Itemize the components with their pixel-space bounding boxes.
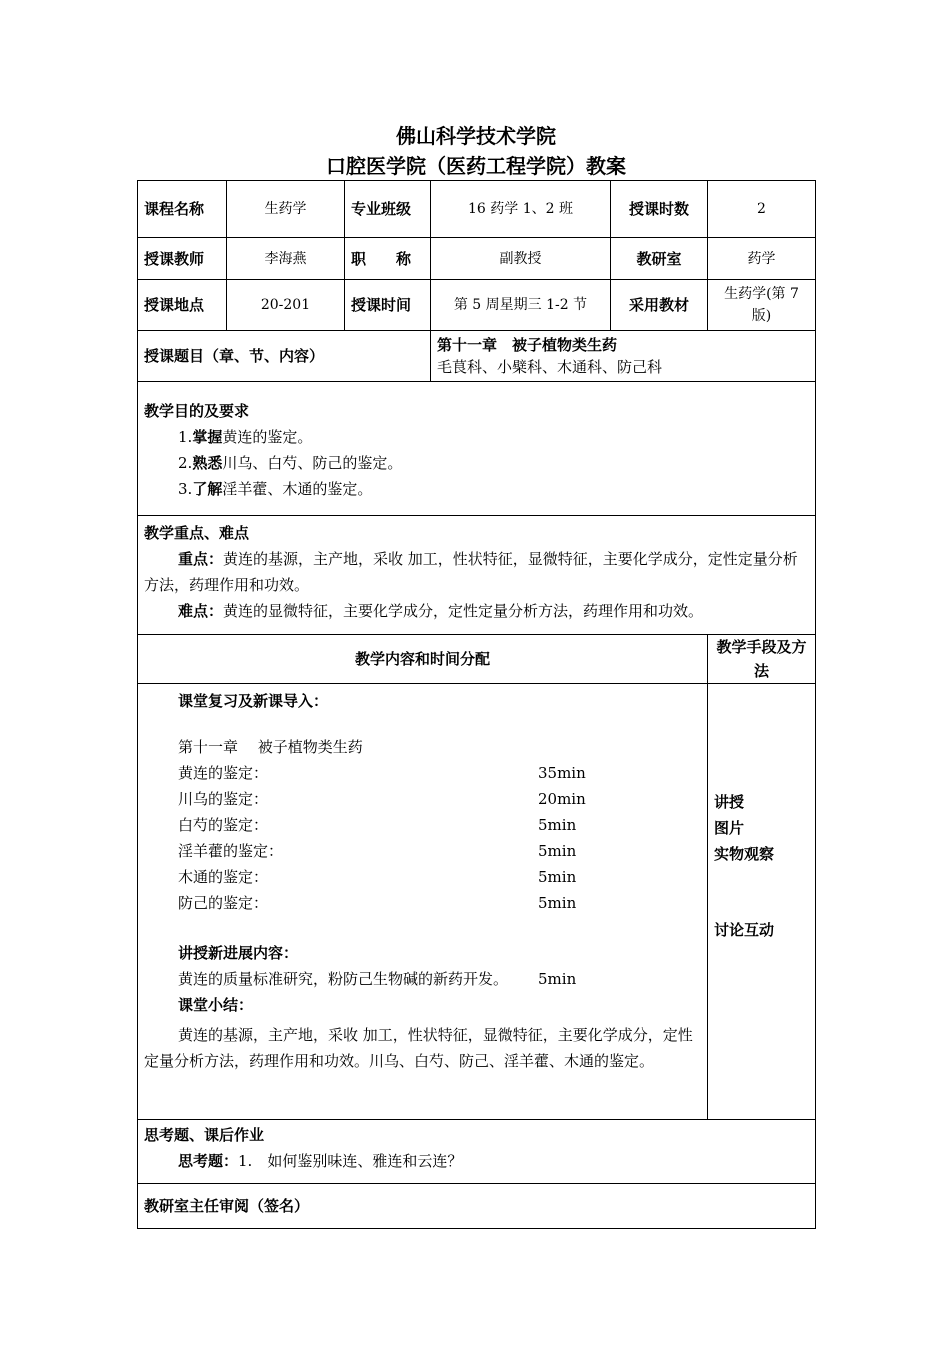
- homework-section: [138, 1120, 816, 1184]
- time-value: 第 5 周星期三 1-2 节: [431, 280, 611, 331]
- topic-families: 毛茛科、小檗科、木通科、防己科: [437, 358, 663, 376]
- topic-label: 授课题目（章、节、内容）: [138, 331, 431, 382]
- course-value: 生药学: [227, 181, 345, 238]
- goals-section: [138, 382, 816, 516]
- review-heading: 课堂复习及新课导入：: [178, 692, 329, 710]
- new-content-heading: 讲授新进展内容：: [178, 944, 299, 962]
- content-body: [138, 684, 708, 1120]
- hours-value: 2: [708, 181, 816, 238]
- difficult-points: 难点：黄连的显微特征，主要化学成分，定性定量分析方法，药理作用和功效。: [178, 602, 704, 620]
- summary-heading: 课堂小结：: [178, 996, 254, 1014]
- class-label: 专业班级: [345, 181, 431, 238]
- place-value: 20-201: [227, 280, 345, 331]
- title-value: 副教授: [431, 238, 611, 280]
- document-title: 口腔医学院（医药工程学院）教案: [326, 154, 626, 178]
- methods-cell: [708, 684, 816, 1120]
- schedule-row: 防己的鉴定： 5min: [178, 894, 577, 912]
- goal-item: 1.掌握黄连的鉴定。: [178, 428, 313, 446]
- school-name: 佛山科学技术学院: [396, 124, 556, 148]
- time-label: 授课时间: [345, 280, 431, 331]
- method-pictures: 图片: [714, 819, 745, 837]
- schedule-row: 木通的鉴定： 5min: [178, 868, 577, 886]
- method-discussion: 讨论互动: [714, 921, 775, 939]
- goal-item: 3.了解淫羊藿、木通的鉴定。: [178, 480, 373, 498]
- goal-item: 2.熟悉川乌、白芍、防己的鉴定。: [178, 454, 403, 472]
- title-label: 职 称: [345, 238, 431, 280]
- course-label: 课程名称: [138, 181, 227, 238]
- schedule-row: 川乌的鉴定： 20min: [178, 790, 586, 808]
- method-specimens: 实物观察: [714, 845, 775, 863]
- director-review: 教研室主任审阅（签名）: [138, 1184, 816, 1229]
- content-header: 教学内容和时间分配: [138, 635, 708, 684]
- topic-chapter: 第十一章 被子植物类生药: [437, 336, 618, 354]
- schedule-row: 白芍的鉴定： 5min: [178, 816, 577, 834]
- homework-heading: 思考题、课后作业: [144, 1126, 265, 1144]
- topic-cell: [431, 331, 816, 382]
- office-value: 药学: [708, 238, 816, 280]
- summary-text: 黄连的基源，主产地，采收 加工，性状特征，显微特征，主要化学成分，定性定量分析方法，药理作用和功效。川乌、白芍、防己、淫羊藿、木通的鉴定。: [144, 1026, 693, 1070]
- chapter-line: 第十一章 被子植物类生药: [178, 738, 363, 756]
- method-lecture: 讲授: [714, 793, 745, 811]
- hours-label: 授课时数: [611, 181, 708, 238]
- teacher-label: 授课教师: [138, 238, 227, 280]
- office-label: 教研室: [611, 238, 708, 280]
- goals-heading: 教学目的及要求: [144, 402, 250, 420]
- teacher-value: 李海燕: [227, 238, 345, 280]
- new-content-row: 黄连的质量标准研究，粉防己生物碱的新药开发。 5min: [178, 970, 577, 988]
- schedule-row: 黄连的鉴定： 35min: [178, 764, 586, 782]
- focus-section: [138, 516, 816, 635]
- book-label: 采用教材: [611, 280, 708, 331]
- book-value: 生药学(第 7 版): [708, 280, 816, 331]
- lesson-plan-table: [137, 180, 816, 1229]
- schedule-row: 淫羊藿的鉴定： 5min: [178, 842, 577, 860]
- homework-question: 思考题：1. 如何鉴别味连、雅连和云连？: [178, 1152, 463, 1170]
- key-points: 重点：黄连的基源，主产地，采收 加工，性状特征，显微特征，主要化学成分，定性定量分析方法，药理作用和功效。: [144, 550, 798, 594]
- methods-header: 教学手段及方法: [708, 635, 816, 684]
- place-label: 授课地点: [138, 280, 227, 331]
- focus-heading: 教学重点、难点: [144, 524, 250, 542]
- class-value: 16 药学 1、2 班: [431, 181, 611, 238]
